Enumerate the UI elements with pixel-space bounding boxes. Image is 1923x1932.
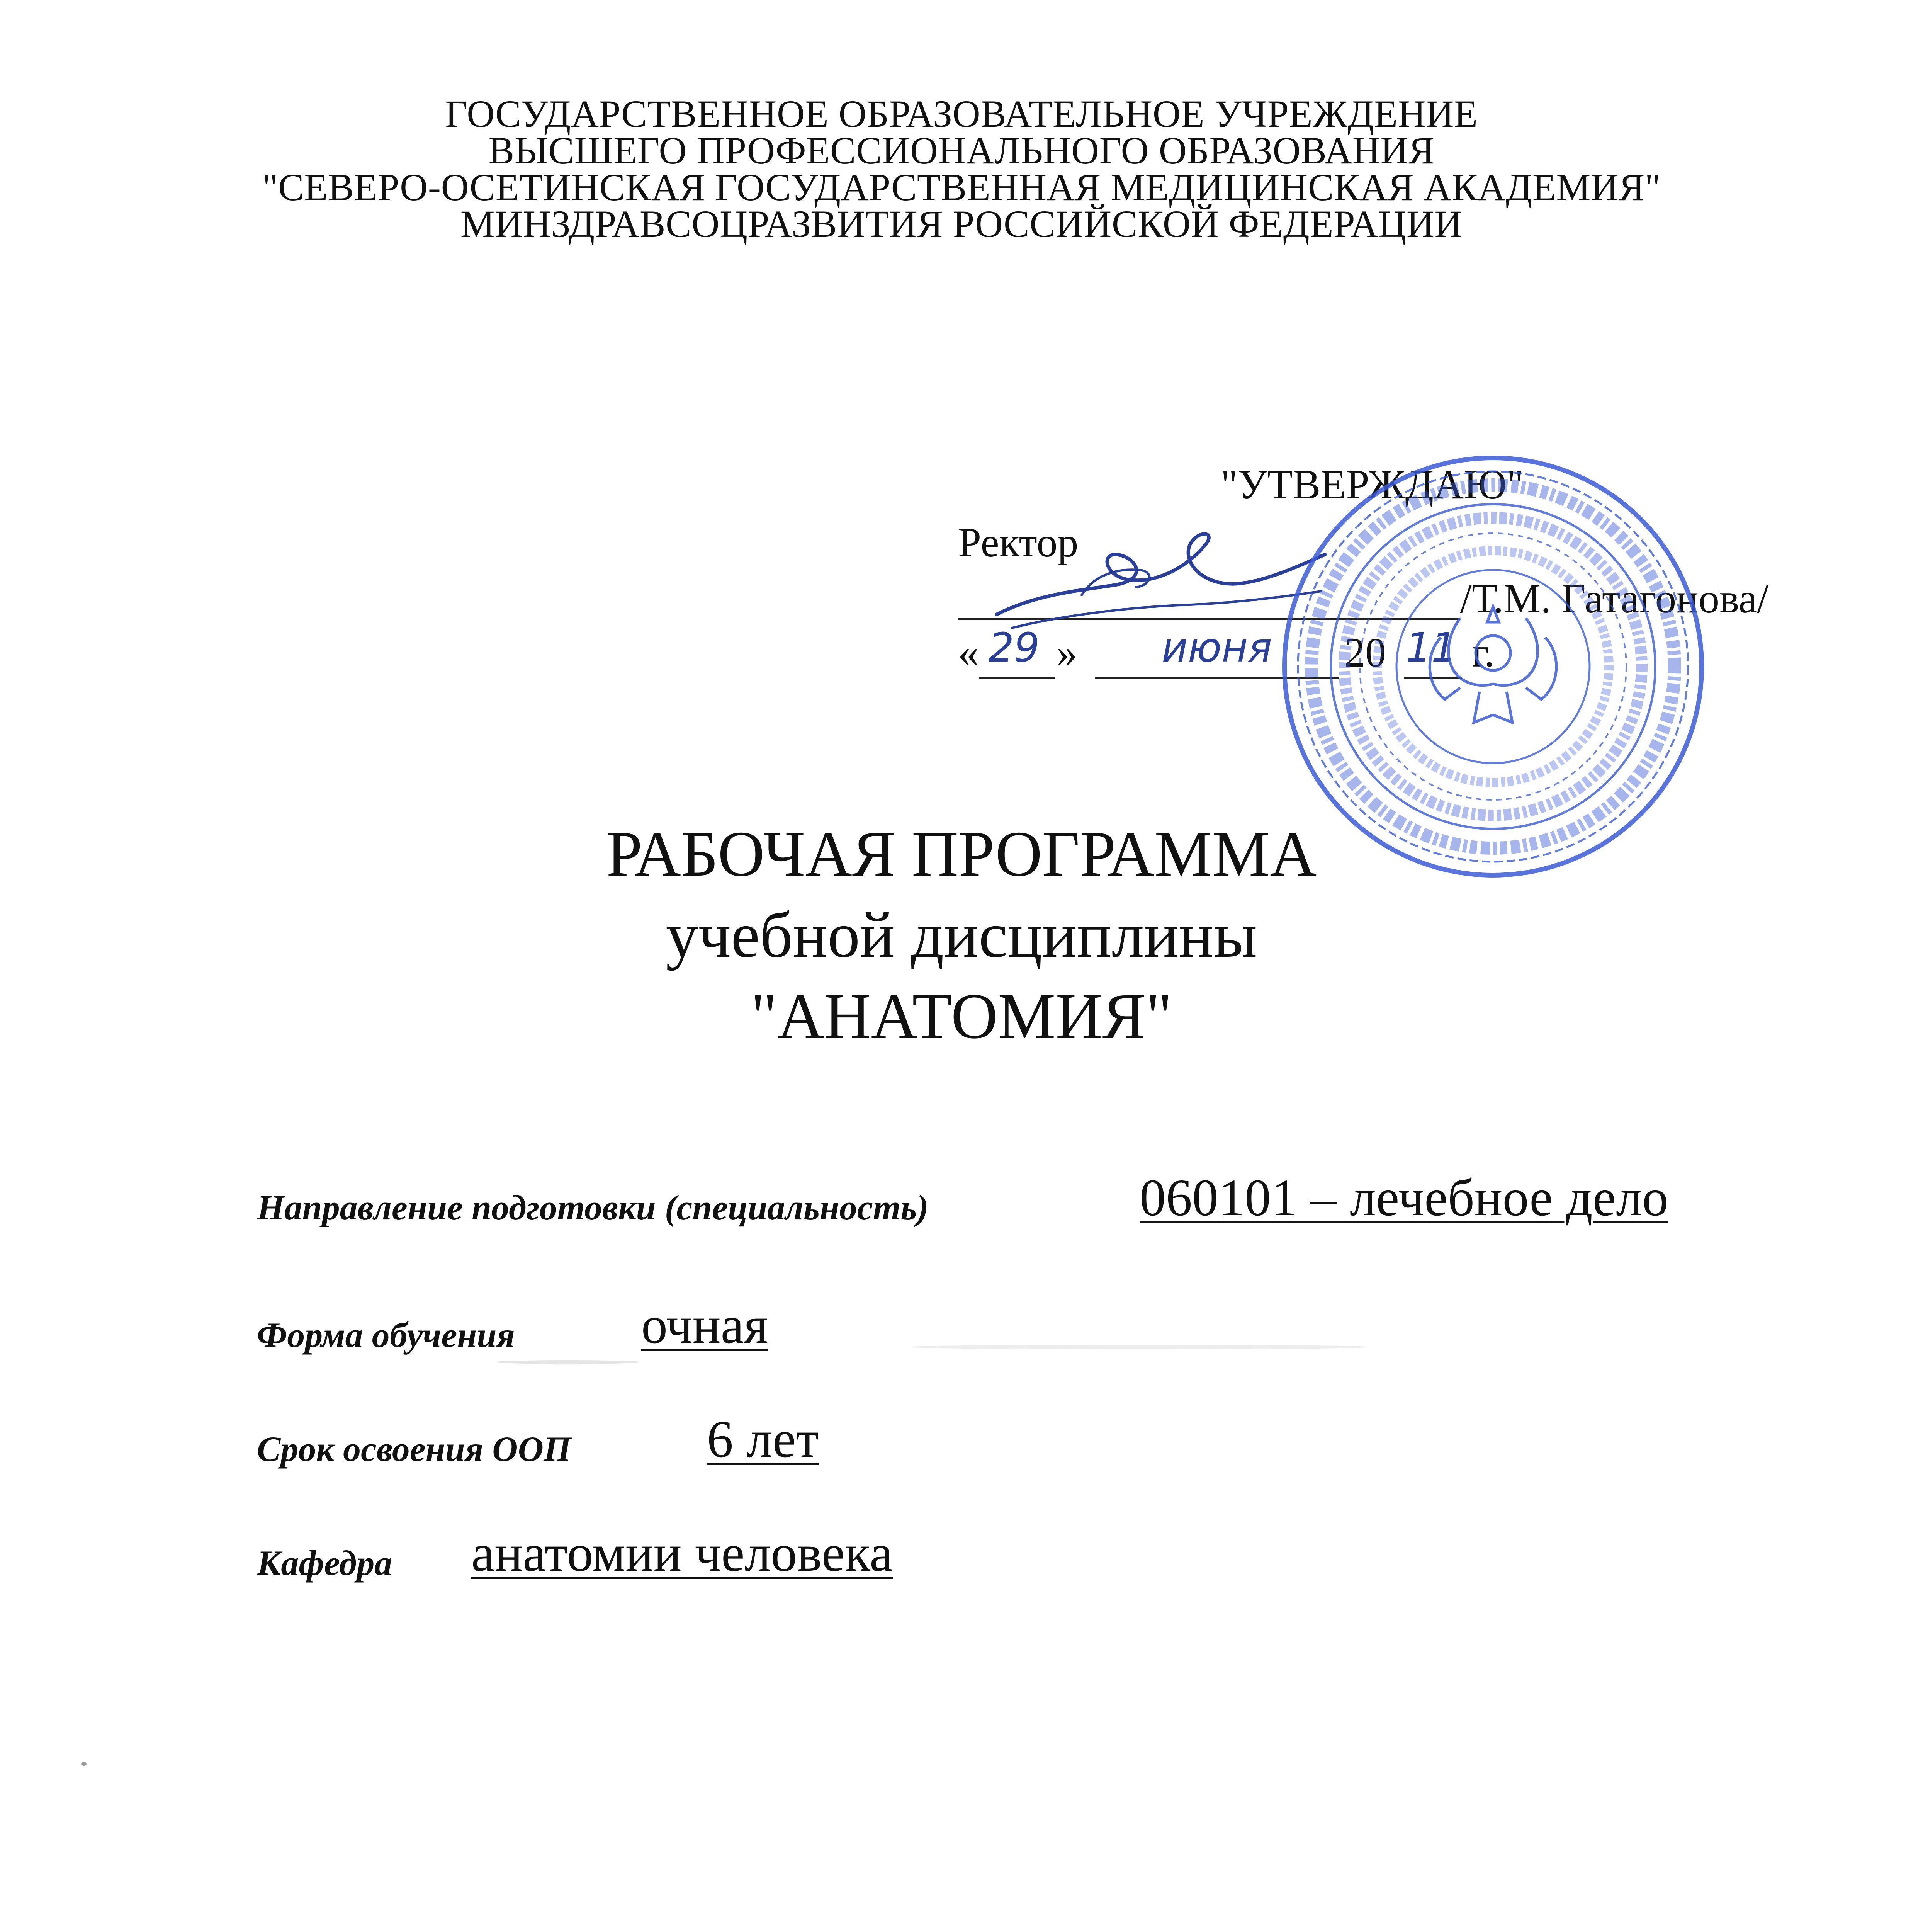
signature-stroke (997, 534, 1325, 614)
date-suffix: г. (1472, 630, 1495, 676)
seal-inner-ring (1396, 570, 1590, 763)
header-line-3: "СЕВЕРО-ОСЕТИНСКАЯ ГОСУДАРСТВЕННАЯ МЕДИЦИНСКАЯ АКАДЕМИЯ" (262, 166, 1661, 209)
date-day: 29 (988, 624, 1040, 671)
term-value: 6 лет (707, 1410, 819, 1468)
form-value: очная (641, 1296, 768, 1354)
seal-image (1279, 452, 1707, 881)
scan-artifact (908, 1345, 1371, 1349)
department-value: анатомии человека (471, 1524, 893, 1582)
title-line-3: "АНАТОМИЯ" (751, 980, 1172, 1052)
seal-middle-ring-2 (1360, 533, 1626, 800)
date-year-prefix: 20 (1344, 630, 1386, 676)
title-line-1: РАБОЧАЯ ПРОГРАММА (606, 818, 1317, 890)
term-label: Срок освоения ООП (257, 1429, 571, 1469)
date-day-line (979, 677, 1055, 679)
scan-artifact (81, 1762, 87, 1766)
signature-stroke-2 (1012, 591, 1321, 628)
direction-label: Направление подготовки (специальность) (257, 1188, 929, 1227)
seal-emblem (1430, 607, 1556, 723)
header-line-1: ГОСУДАРСТВЕННОЕ ОБРАЗОВАТЕЛЬНОЕ УЧРЕЖДЕНИЕ (445, 92, 1478, 135)
direction-value: 060101 – лечебное дело (1140, 1169, 1669, 1227)
date-close-quote: » (1057, 630, 1077, 676)
approval-heading: "УТВЕРЖДАЮ" (1221, 462, 1524, 508)
title-line-2: учебной дисциплины (666, 899, 1257, 971)
scan-artifact (494, 1360, 641, 1364)
department-label: Кафедра (257, 1543, 392, 1583)
seal-outer-ring-2 (1298, 471, 1688, 862)
header-line-2: ВЫСШЕГО ПРОФЕССИОНАЛЬНОГО ОБРАЗОВАНИЯ (488, 129, 1435, 172)
rector-name: /Т.М. Гатагонова/ (1460, 576, 1769, 622)
header-line-4: МИНЗДРАВСОЦРАЗВИТИЯ РОССИЙСКОЙ ФЕДЕРАЦИИ (460, 202, 1463, 245)
date-year: 11 (1405, 624, 1457, 671)
rector-label: Ректор (958, 520, 1079, 566)
date-open-quote: « (958, 630, 979, 676)
date-month: июня (1162, 624, 1272, 671)
form-label: Форма обучения (257, 1315, 515, 1355)
